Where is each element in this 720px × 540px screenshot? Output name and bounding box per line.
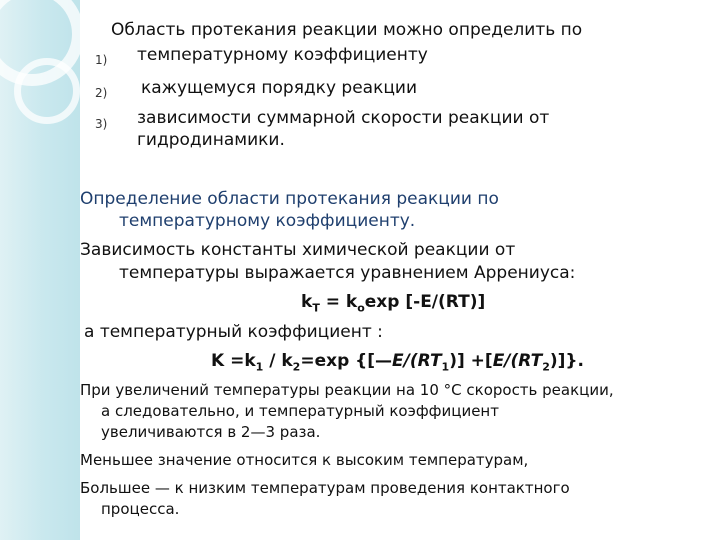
coefficient-equation: $K =k_1 / k_2=\exp$ $\{[—E/(RT_1)] +[E/(RT_2)]\}$. [211, 351, 584, 374]
list-number: 3) [95, 117, 108, 131]
higher-value-text-line1: Большее — к низким температурам проведения контактного [80, 479, 570, 497]
list-item [95, 49, 107, 68]
arrhenius-text-line1: Зависимость константы химической реакции от [80, 240, 516, 260]
arrhenius-equation: $k_T = k_o\exp$ [-E/(RT)] [301, 292, 486, 315]
list-item-text: температурному коэффициенту [137, 45, 428, 65]
section-heading-line2: температурному коэффициенту. [119, 211, 416, 231]
increase-text-line1: При увеличений температуры реакции на 10 °С скорость реакции, [80, 381, 614, 399]
increase-text-line3: увеличиваются в 2—3 раза. [101, 423, 321, 441]
arrhenius-text-line2: температуры выражается уравнением Аррениуса: [119, 263, 576, 283]
intro-text: Область протекания реакции можно определить по [111, 20, 583, 40]
list-item [95, 82, 107, 101]
lower-value-text: Меньшее значение относится к высоким температурам, [80, 451, 529, 469]
temperature-coefficient-label: а температурный коэффициент : [84, 322, 383, 342]
higher-value-text-line2: процесса. [101, 500, 180, 518]
list-item-text: зависимости суммарной скорости реакции от [137, 108, 550, 128]
increase-text-line2: а следовательно, и температурный коэффициент [101, 402, 499, 420]
list-item-continuation: гидродинамики. [137, 130, 285, 150]
list-item [95, 113, 107, 132]
section-heading-line1: Определение области протекания реакции по [80, 189, 499, 209]
list-number: 1) [95, 53, 108, 67]
list-number: 2) [95, 86, 108, 100]
list-item-text: кажущемуся порядку реакции [141, 78, 418, 98]
